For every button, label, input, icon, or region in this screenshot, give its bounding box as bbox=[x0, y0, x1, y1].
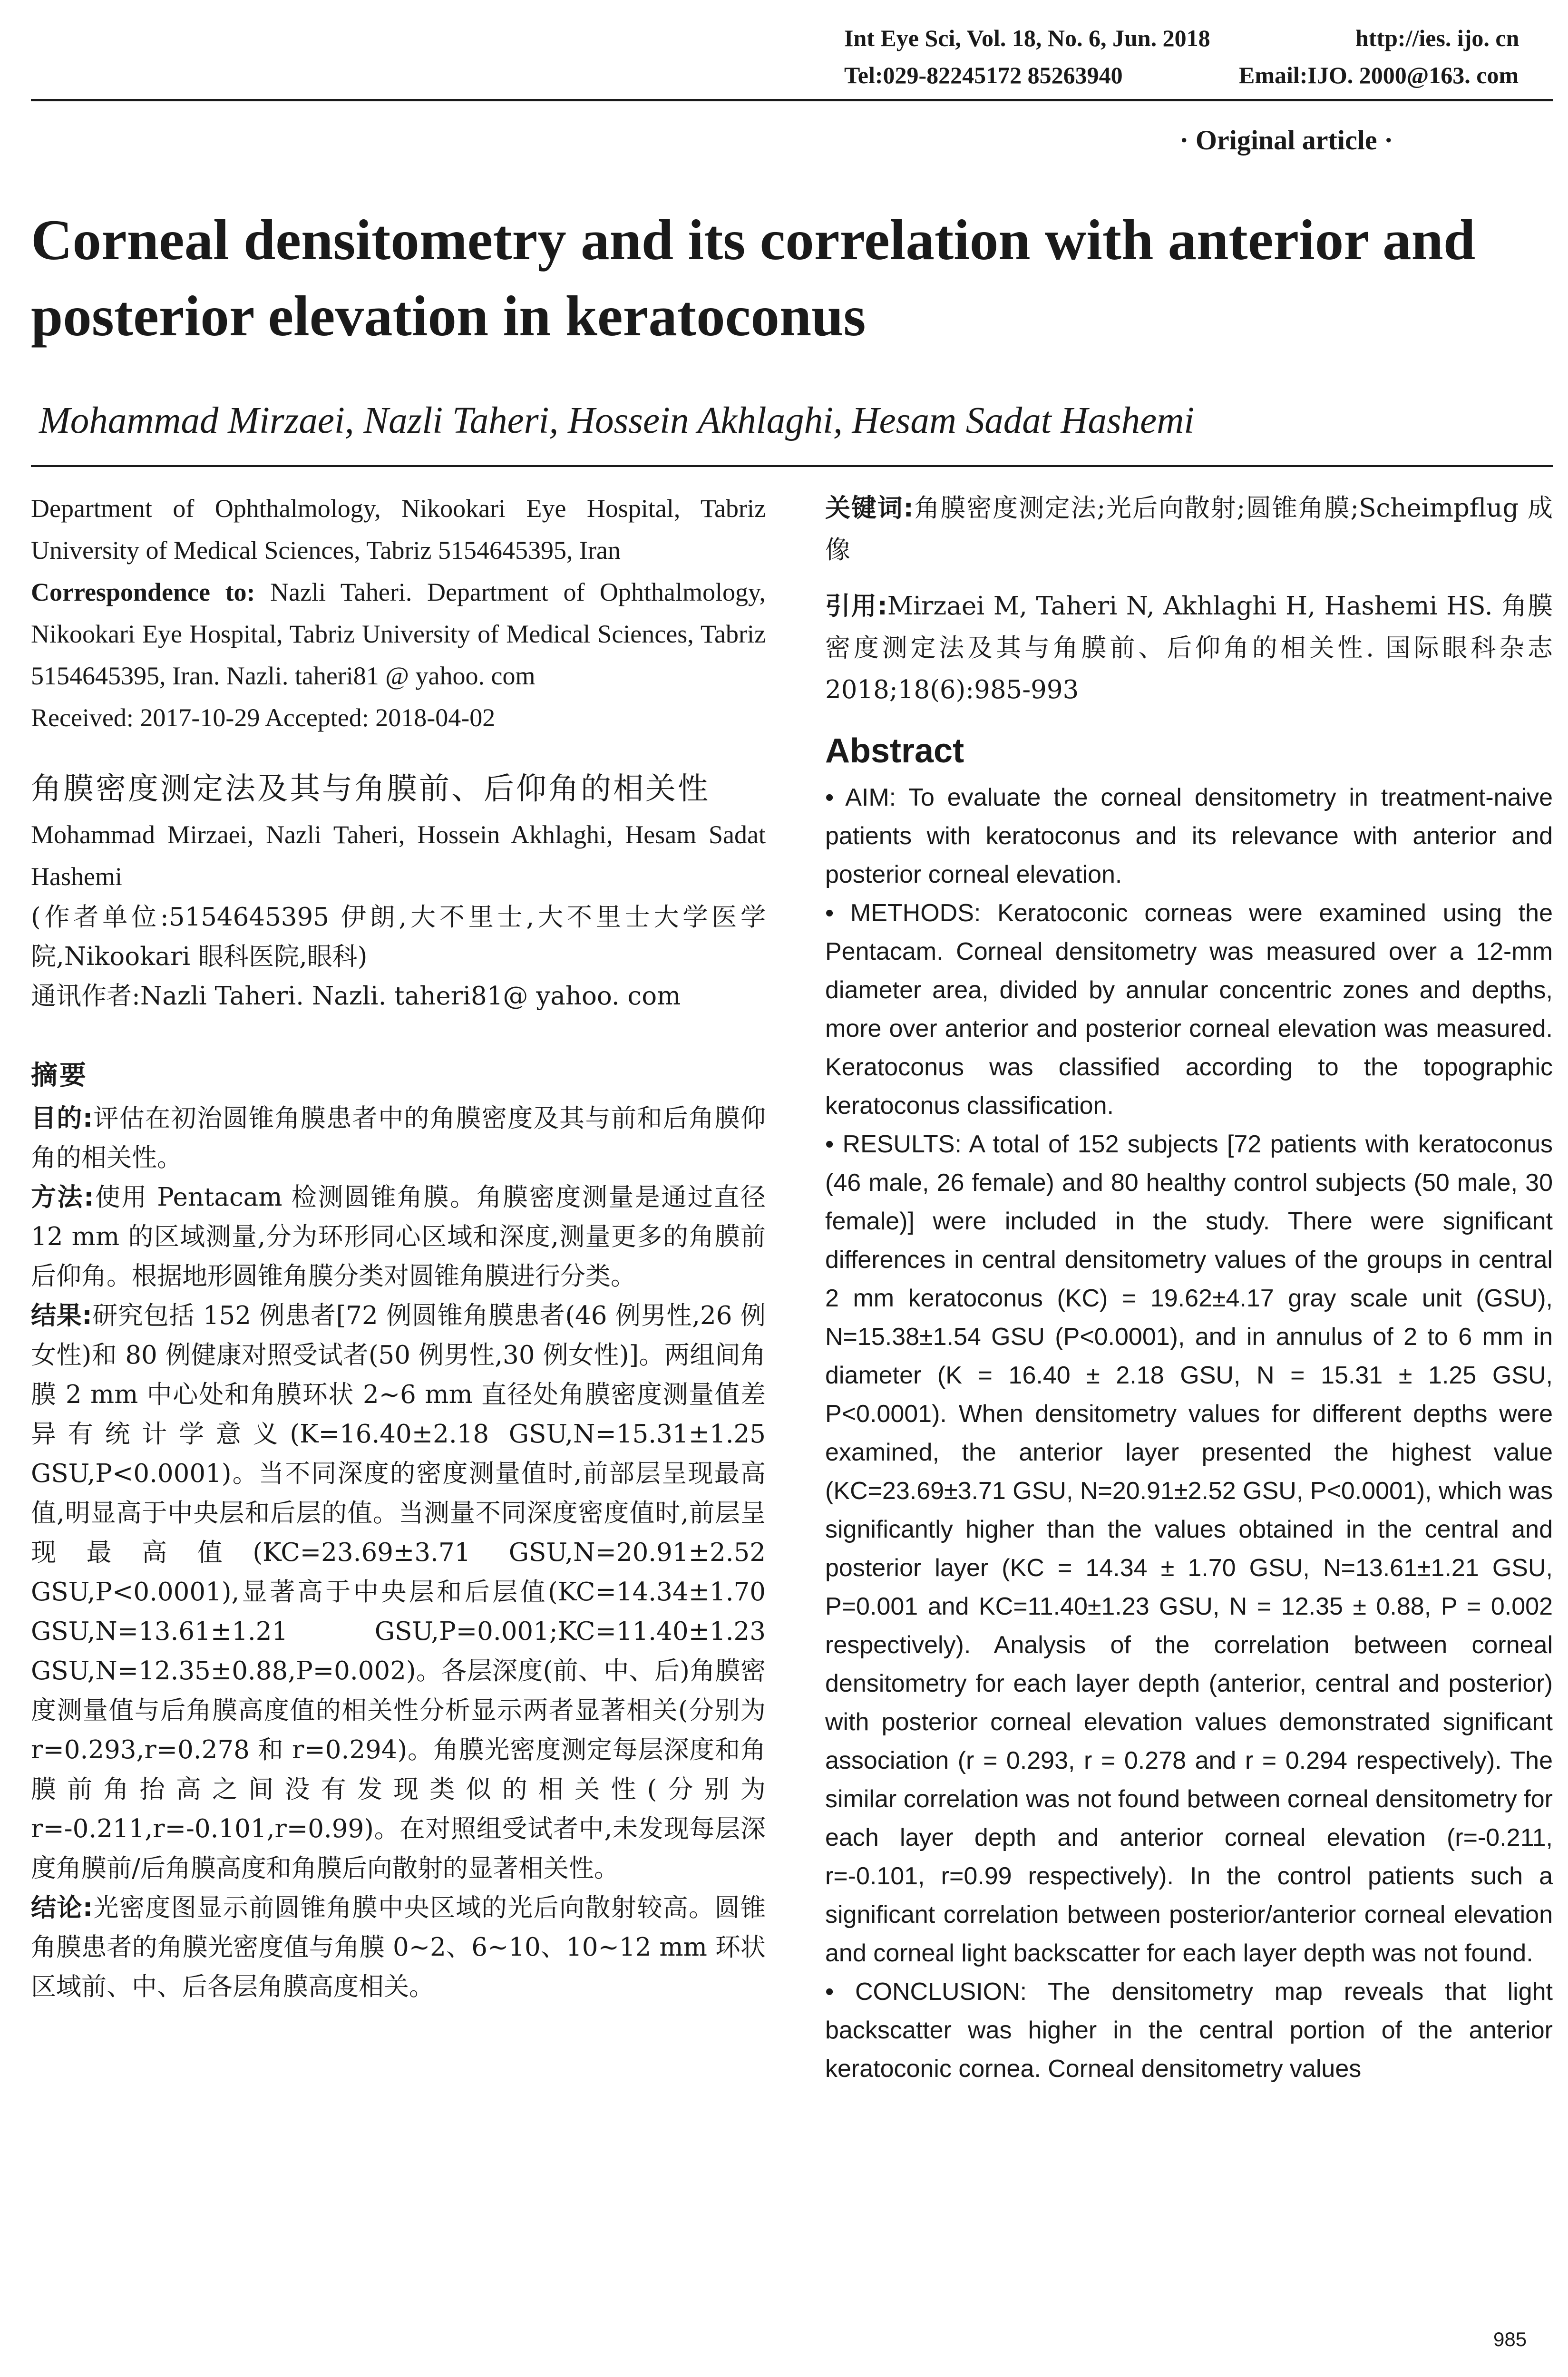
abstract-heading: Abstract bbox=[825, 732, 964, 770]
cn-conclusion-label: 结论: bbox=[31, 1893, 93, 1922]
cn-conclusion bbox=[31, 1888, 766, 2007]
cn-results bbox=[31, 1296, 766, 1888]
cn-abstract-heading: 摘要 bbox=[31, 1060, 88, 1091]
cn-methods bbox=[31, 1178, 766, 1296]
cn-affiliation: (作者单位:5154645395 伊朗,大不里士,大不里士大学医学院,Nikookari 眼科医院,眼科) bbox=[31, 903, 766, 971]
abstract-results: • RESULTS: A total of 152 subjects [72 patients with keratoconus (46 male, 26 female) and 80 healthy control subjects (50 male, 30 female)] were included in the study. There were significant differences in central densitometry values of the groups in central 2 mm keratoconus (KC) = 19.62±4.17 gray scale unit (GSU), N=15.38±1.54 GSU (P<0.0001), and in annulus of 2 to 6 mm in diameter (K = 16.40 ± 2.18 GSU, N = 15.31 ± 1.25 GSU, P<0.0001). When densitometry values for different depths were examined, the anterior layer presented the highest value (KC=23.69±3.71 GSU, N=20.91±2.52 GSU, P<0.0001), which was significantly higher than the values obtained in the central and posterior layer (KC = 14.34 ± 1.70 GSU, N=13.61±1.21 GSU, P=0.001 and KC=11.40±1.23 GSU, N = 12.35 ± 0.88, P = 0.002 respectively). Analysis of the correlation between corneal densitometry for each layer depth (anterior, central and posterior) with posterior corneal elevation values demonstrated significant association (r = 0.293, r = 0.278 and r = 0.294 respectively). The similar correlation was not found between corneal densitometry for each layer depth and anterior corneal elevation (r=-0.211, r=-0.101, r=0.99 respectively). In the control patients such a significant correlation between posterior/anterior corneal elevation and corneal light backscatter for each layer depth was not found. bbox=[825, 1130, 1553, 1967]
department: Department of Ophthalmology, Nikookari Eye Hospital, Tabriz University of Medical Sciences, Tabriz 5154645395, Iran bbox=[31, 494, 766, 565]
cn-authors: Mohammad Mirzaei, Nazli Taheri, Hossein Akhlaghi, Hesam Sadat Hashemi bbox=[31, 820, 766, 891]
keywords-label: 关键词: bbox=[825, 494, 914, 523]
keywords bbox=[825, 487, 1553, 571]
journal-email[interactable]: Email:IJO. 2000@163. com bbox=[1239, 62, 1519, 88]
page-number: 985 bbox=[1493, 2328, 1527, 2350]
abstract-aim: • AIM: To evaluate the corneal densitometry in treatment-naive patients with keratoconus and its relevance with anterior and posterior corneal elevation. bbox=[825, 784, 1553, 888]
cn-results-label: 结果: bbox=[31, 1301, 92, 1330]
received-accepted: Received: 2017-10-29 Accepted: 2018-04-02 bbox=[31, 703, 496, 732]
section-tag: · Original article · bbox=[1179, 125, 1393, 156]
citation-label: 引用: bbox=[825, 592, 887, 621]
keywords-text: 角膜密度测定法;光后向散射;圆锥角膜;Scheimpflug 成像 bbox=[825, 494, 1553, 565]
cn-methods-label: 方法: bbox=[31, 1183, 94, 1212]
cn-aim-text: 评估在初治圆锥角膜患者中的角膜密度及其与前和后角膜仰角的相关性。 bbox=[31, 1104, 766, 1172]
correspondence-label: Correspondence to: bbox=[31, 578, 255, 606]
cn-aim bbox=[31, 1099, 766, 1178]
cn-aim-label: 目的: bbox=[31, 1104, 93, 1133]
journal-url[interactable]: http://ies. ijo. cn bbox=[1355, 25, 1519, 51]
citation-text: Mirzaei M, Taheri N, Akhlaghi H, Hashemi HS. 角膜密度测定法及其与角膜前、后仰角的相关性. 国际眼科杂志 2018;18(6):985-993 bbox=[825, 592, 1553, 704]
correspondence bbox=[31, 571, 766, 697]
cn-title: 角膜密度测定法及其与角膜前、后仰角的相关性 bbox=[31, 771, 710, 807]
journal-info: Int Eye Sci, Vol. 18, No. 6, Jun. 2018 bbox=[844, 25, 1210, 51]
cn-methods-text: 使用 Pentacam 检测圆锥角膜。角膜密度测量是通过直径 12 mm 的区域测量,分为环形同心区域和深度,测量更多的角膜前后仰角。根据地形圆锥角膜分类对圆锥角膜进行分类。 bbox=[31, 1183, 766, 1291]
abstract-methods: • METHODS: Keratoconic corneas were examined using the Pentacam. Corneal densitometry was measured over a 12-mm diameter area, divided by annular concentric zones and depths, more over anterior and posterior corneal elevation was measured. Keratoconus was classified according to the topographic keratoconus classification. bbox=[825, 899, 1553, 1120]
abstract-conclusion: • CONCLUSION: The densitometry map reveals that light backscatter was higher in the central portion of the anterior keratoconic cornea. Corneal densitometry values bbox=[825, 1978, 1553, 2083]
right-column bbox=[825, 487, 1553, 2088]
authors-rule bbox=[31, 465, 1553, 467]
header-rule bbox=[31, 99, 1553, 101]
article-title: Corneal densitometry and its correlation with anterior and posterior elevation in keratoconus bbox=[31, 208, 1476, 348]
authors: Mohammad Mirzaei, Nazli Taheri, Hossein Akhlaghi, Hesam Sadat Hashemi bbox=[39, 400, 1195, 441]
cn-results-text: 研究包括 152 例患者[72 例圆锥角膜患者(46 例男性,26 例女性)和 80 例健康对照受试者(50 例男性,30 例女性)]。两组间角膜 2 mm 中心处和角膜环状 2~6 mm 直径处角膜密度测量值差异有统计学意义(K=16.40±2.18 GSU,N=15.31±1.25 GSU,P<0.0001)。当不同深度的密度测量值时,前部层呈现最高值,明显高于中央层和后层的值。当测量不同深度密度值时,前层呈现最高值(KC=23.69±3.71 GSU,N=20.91±2.52 GSU,P<0.0001),显著高于中央层和后层值(KC=14.34±1.70 GSU,N=13.61±1.21 GSU,P=0.001;KC=11.40±1.23 GSU,N=12.35±0.88,P=0.002)。各层深度(前、中、后)角膜密度测量值与后角膜高度值的相关性分析显示两者显著相关(分别为 r=0.293,r=0.278 和 r=0.294)。角膜光密度测定每层深度和角膜前角抬高之间没有发现类似的相关性(分别为 r=-0.211,r=-0.101,r=0.99)。在对照组受试者中,未发现每层深度角膜前/后角膜高度和角膜后向散射的显著相关性。 bbox=[31, 1301, 766, 1883]
cn-conclusion-text: 光密度图显示前圆锥角膜中央区域的光后向散射较高。圆锥角膜患者的角膜光密度值与角膜 0~2、6~10、10~12 mm 环状区域前、中、后各层角膜高度相关。 bbox=[31, 1893, 766, 2001]
journal-tel: Tel:029-82245172 85263940 bbox=[844, 62, 1123, 88]
citation bbox=[825, 585, 1553, 711]
cn-correspondence: 通讯作者:Nazli Taheri. Nazli. taheri81@ yahoo. com bbox=[31, 982, 681, 1011]
left-column bbox=[31, 487, 766, 2007]
correspondence-text: Nazli Taheri. Department of Ophthalmology, Nikookari Eye Hospital, Tabriz University of Medical Sciences, Tabriz 5154645395, Iran. Nazli. taheri81 @ yahoo. com bbox=[31, 578, 766, 690]
